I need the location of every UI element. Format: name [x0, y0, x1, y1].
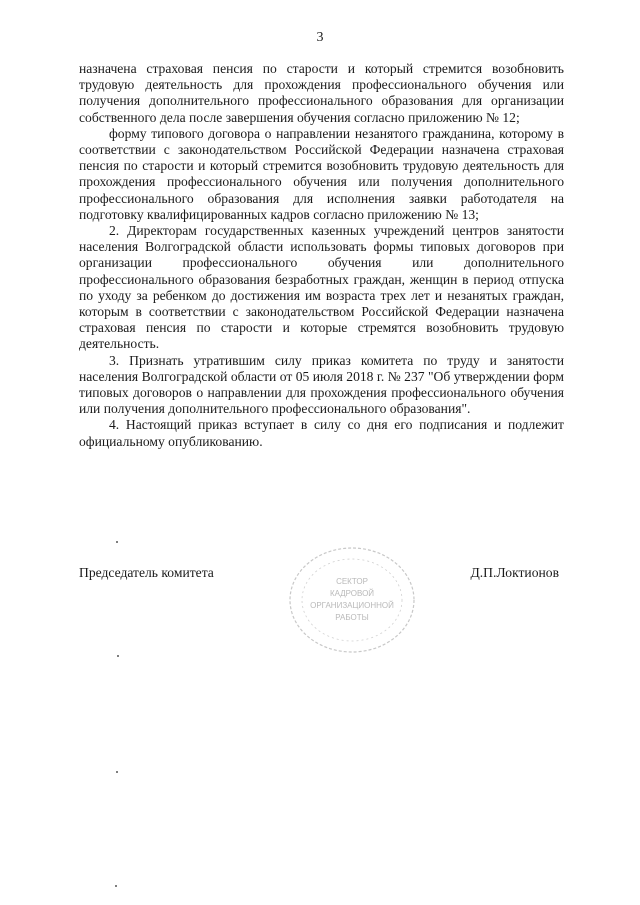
faded-stamp: [282, 540, 422, 660]
scan-speck: [116, 541, 118, 543]
paragraph-form-13: форму типового договора о направлении незанятого гражданина, которому в соответствии с законодательством Российской Федерации назначена страховая пенсия по старости и который стремится возобновить трудовую деятельность для прохождения профессионального обучения или получения дополнительного профессионального образования для исполнения заявки работодателя на подготовку квалифицированных кадров согласно приложению № 13;: [79, 125, 564, 222]
paragraph-item-2: 2. Директорам государственных казенных учреждений центров занятости населения Волгоградской области использовать формы типовых договоров при организации профессионального обучения или дополнительного профессионального образования безработных граждан, женщин в период отпуска по уходу за ребенком до достижения им возраста трех лет и незанятых граждан, которым в соответствии с законодательством Российской Федерации назначена страховая пенсия по старости и которые стремятся возобновить трудовую деятельность.: [79, 223, 564, 352]
scan-speck: [117, 655, 119, 657]
stamp-line-4: РАБОТЫ: [335, 613, 369, 622]
scan-speck: [116, 771, 118, 773]
page-number: 3: [316, 30, 324, 45]
signature-name: Д.П.Локтионов: [470, 565, 559, 580]
stamp-line-1: СЕКТОР: [336, 577, 368, 586]
document-body: [79, 61, 564, 450]
scan-speck: [115, 885, 117, 887]
stamp-line-2: КАДРОВОЙ: [329, 589, 375, 598]
paragraph-item-4: 4. Настоящий приказ вступает в силу со дня его подписания и подлежит официальному опубликованию.: [79, 417, 564, 449]
paragraph-item-3: 3. Признать утратившим силу приказ комитета по труду и занятости населения Волгоградской области от 05 июля 2018 г. № 237 "Об утверждении форм типовых договоров о направлении для прохождения профессионального обучения или получения дополнительного профессионального образования".: [79, 352, 564, 417]
paragraph-continuation: назначена страховая пенсия по старости и который стремится возобновить трудовую деятельность для прохождения профессионального обучения или получения дополнительного профессионального образования для организации собственного дела после завершения обучения согласно приложению № 12;: [79, 61, 564, 125]
stamp-line-3: ОРГАНИЗАЦИОННОЙ: [310, 601, 394, 610]
signature-title: Председатель комитета: [79, 565, 214, 580]
